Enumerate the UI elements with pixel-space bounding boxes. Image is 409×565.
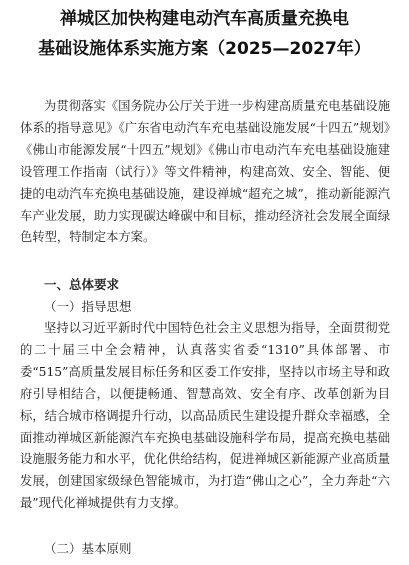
subsection-heading-guiding-ideology: （一）指导思想 xyxy=(44,299,132,314)
subsection-heading-basic-principles: （二）基本原则 xyxy=(44,541,132,556)
section-heading-general-requirements: 一、总体要求 xyxy=(44,277,120,292)
guiding-ideology-paragraph: 坚持以习近平新时代中国特色社会主义思想为指导，全面贯彻党的二十届三中全会精神，认真落实省委“1310”具体部署、市委“515”高质量发展目标任务和区委工作安排，坚持以市场主导和政府引导相结合，以便捷畅通、智慧高效、安全有序、改革创新为目标，结合城市格调提升行动，以高品质民生建设提升群众幸福感，全面推动禅城区新能源汽车充换电基础设施科学布局，提高充换电基础设施服务能力和水平，优化供给结构，促进禅城区新能源产业高质量发展，创建国家级绿色智能城市，为打造“佛山之心”，全力奔赴“六最”现代化禅城提供有力支撑。 xyxy=(20,321,390,511)
document-title-line-1: 禅城区加快构建电动汽车高质量充换电 xyxy=(60,9,349,29)
intro-paragraph: 为贯彻落实《国务院办公厅关于进一步构建高质量充电基础设施体系的指导意见》《广东省电动汽车充电基础设施发展“十四五”规划》《佛山市能源发展“十四五”规划》《佛山市电动汽车充电基础设施建设管理工作指南（试行）》等文件精神，构建高效、安全、智能、便捷的电动汽车充换电基础设施，建设禅城“超充之城”，推动新能源汽车产业发展，助力实现碳达峰碳中和目标，推动经济社会发展全面绿色转型，特制定本方案。 xyxy=(20,99,390,245)
document-title-line-2: 基础设施体系实施方案（2025—2027年） xyxy=(38,39,371,59)
